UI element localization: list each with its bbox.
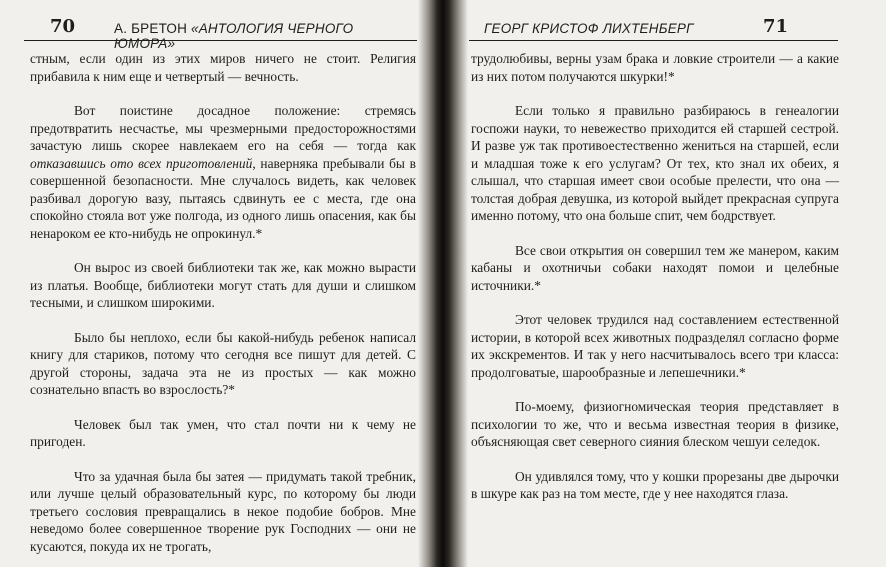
paragraph: Было бы неплохо, если бы какой-нибудь ребенок написал книгу для стариков, потому что сегодня все пишут для детей. С другой стороны, задача эта не из простых — как можно сознательно впасть во взрослость?* [30,329,416,397]
paragraph: трудолюбивы, верны узам брака и ловкие строители — а какие из них потом получаются шкурки!* [471,51,839,84]
paragraph: Если только я правильно разбираюсь в генеалогии госпожи науки, то невежество приходится ей старшей сестрой. И разве уж так противоестественно жениться на старшей, если и младшая тоже к его услугам? От тех, кто знал их обеих, я слышал, что старшая имеет свои особые прелести, что она — толстая добрая девушка, из которой выйдет прекрасная супруга именно потому, что она больше спит, чем бодрствует. [471,103,839,223]
left-page [0,0,431,567]
running-head-title: «АНТОЛОГИЯ ЧЕРНОГО ЮМОРА» [114,21,354,51]
paragraph: Вот поистине досадное положение: стремясь предотвратить несчастье, мы чрезмерными предосторожностями зачастую лишь скорее навлекаем его на себя — тогда как отказавшись ото всех приготовлений, наверняка пребывали бы в совершенной безопасности. Мне случалось видеть, как человек разбивал дорогую вазу, пытаясь сдвинуть ее с места, где она спокойно стояла вот уже полгода, из одного лишь опасения, как бы ненароком ее кто-нибудь не опрокинул.* [30,103,416,241]
left-text [30,50,416,555]
right-header [469,14,838,41]
right-running-head: ГЕОРГ КРИСТОФ ЛИХТЕНБЕРГ [484,21,694,36]
left-page-number: 70 [50,16,76,37]
paragraph: Что за удачная была бы затея — придумать такой требник, или лучше целый образовательный курс, по которому бы люди третьего сословия превращались в некое подобие бобров. Мне неведомо более совершенное творение рук Господних — они не кусаются, покуда их не трогать, [30,468,416,554]
paragraph: стным, если один из этих миров ничего не стоит. Религия прибавила к ним еще и четвертый — вечность. [30,51,416,84]
paragraph: Он вырос из своей библиотеки так же, как можно вырасти из платья. Вообще, библиотеки могут стать для души и слишком тесными, и слишком широкими. [30,260,416,310]
paragraph: Человек был так умен, что стал почти ни к чему не пригоден. [30,416,416,449]
book-spine-gutter [418,0,468,567]
right-text [471,50,839,503]
running-head-author: А. БРЕТОН [114,21,192,36]
right-page [455,0,886,567]
paragraph: По-моему, физиогномическая теория представляет в психологии то же, что и весьма известная теория в физике, объясняющая свет северного сияния блеском чешуи селедок. [471,399,839,449]
left-header [24,14,417,51]
paragraph: Он удивлялся тому, что у кошки прорезаны две дырочки в шкуре как раз на том месте, где у нее находятся глаза. [471,468,839,501]
left-running-head [114,21,417,51]
right-page-number: 71 [762,16,788,37]
paragraph: Все свои открытия он совершил тем же манером, каким кабаны и охотничьи собаки находят помои и целебные источники.* [471,242,839,293]
paragraph: Этот человек трудился над составлением естественной истории, в которой всех животных подразделял согласно форме их экскрементов. И так у него насчитывалось всего три класса: продолговатые, шарообразные и лепешечники.* [471,312,839,380]
